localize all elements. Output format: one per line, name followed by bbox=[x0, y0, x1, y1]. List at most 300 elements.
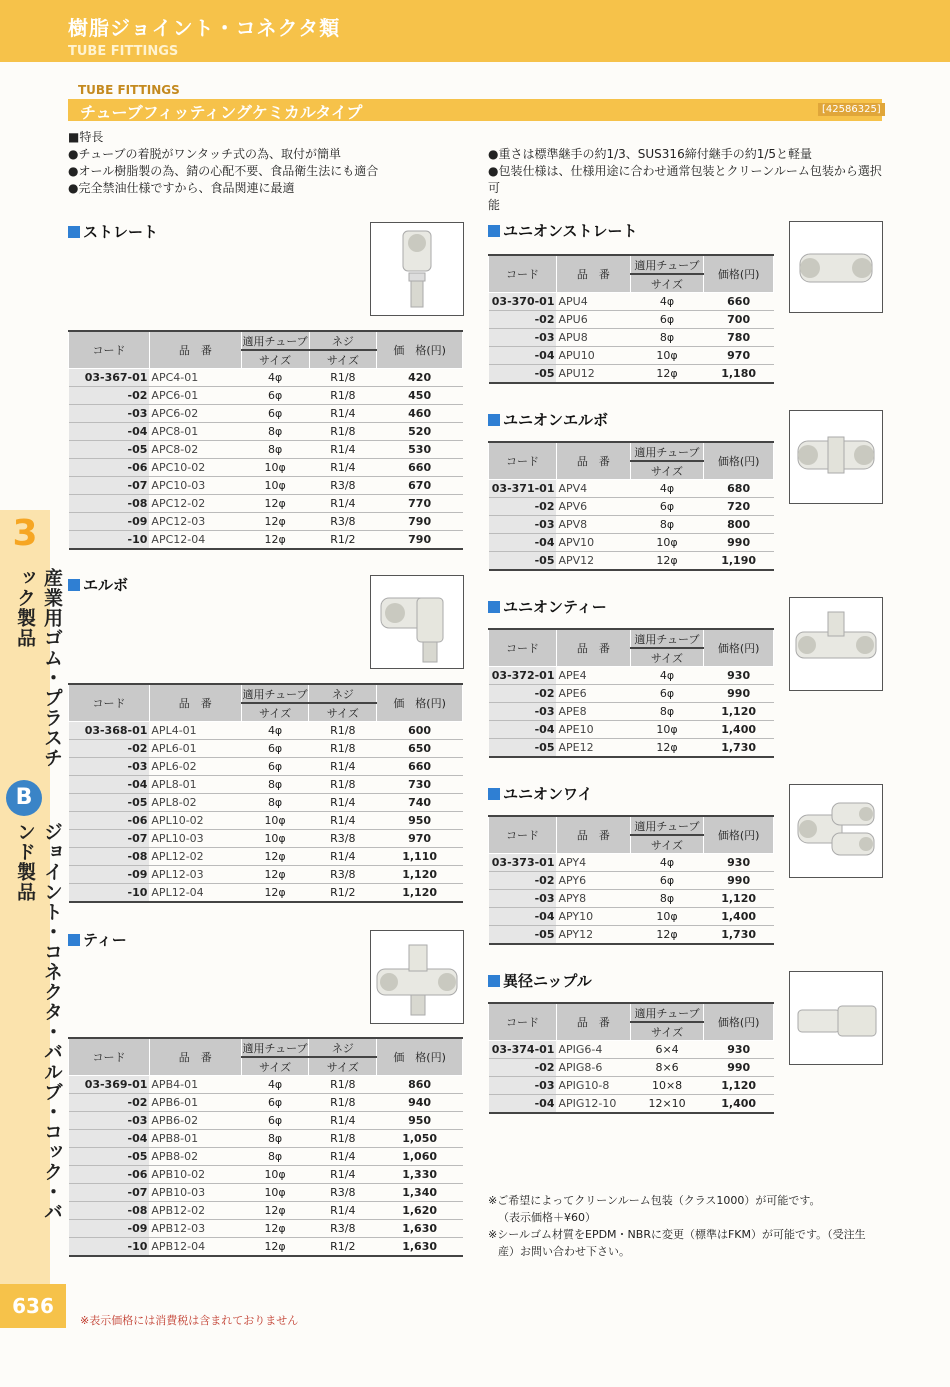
cell-tube: 6φ bbox=[630, 498, 704, 516]
cell-code: -07 bbox=[69, 830, 150, 848]
cell-code: -02 bbox=[489, 311, 557, 329]
cell-part: APIG10-8 bbox=[556, 1077, 630, 1095]
col-tube: 適用チューブ bbox=[630, 255, 704, 274]
cell-tube: 10φ bbox=[630, 721, 704, 739]
cell-part: APE8 bbox=[556, 703, 630, 721]
cell-thread: R1/4 bbox=[309, 812, 377, 830]
col-price: 価 格(円) bbox=[377, 684, 463, 722]
table-row bbox=[69, 740, 463, 758]
cell-price: 930 bbox=[704, 1041, 774, 1059]
cell-code: 03-367-01 bbox=[69, 369, 150, 387]
table-row bbox=[489, 926, 774, 945]
cell-tube: 8φ bbox=[241, 423, 309, 441]
subcategory-badge: B bbox=[6, 780, 42, 816]
cell-part: APE6 bbox=[556, 685, 630, 703]
table-row bbox=[489, 1041, 774, 1059]
cell-tube: 8φ bbox=[630, 890, 704, 908]
table-row bbox=[69, 1202, 463, 1220]
cell-part: APY8 bbox=[556, 890, 630, 908]
cell-tube: 10φ bbox=[241, 1166, 309, 1184]
feature-item: ●包装仕様は、仕様用途に合わせ通常包装とクリーンルーム包装から選択可 bbox=[488, 164, 882, 195]
cell-part: APC8-01 bbox=[149, 423, 241, 441]
cell-tube: 4φ bbox=[241, 369, 309, 387]
cell-code: -02 bbox=[489, 1059, 557, 1077]
cell-tube: 6×4 bbox=[630, 1041, 704, 1059]
table-row bbox=[69, 387, 463, 405]
cell-part: APC10-03 bbox=[149, 477, 241, 495]
cell-thread: R3/8 bbox=[309, 866, 377, 884]
cell-tube: 6φ bbox=[630, 311, 704, 329]
col-tube: 適用チューブ bbox=[241, 1038, 309, 1057]
table-row bbox=[69, 1184, 463, 1202]
col-tube: 適用チューブ bbox=[630, 629, 704, 648]
tax-footnote: ※表示価格には消費税は含まれておりません bbox=[80, 1314, 299, 1327]
table-row bbox=[69, 1076, 463, 1094]
cell-thread: R1/4 bbox=[309, 1202, 377, 1220]
cell-price: 670 bbox=[377, 477, 463, 495]
cell-price: 800 bbox=[704, 516, 774, 534]
cell-tube: 10×8 bbox=[630, 1077, 704, 1095]
table-row bbox=[69, 1094, 463, 1112]
col-thread-size: サイズ bbox=[309, 703, 377, 722]
cell-code: -05 bbox=[69, 441, 150, 459]
col-tube-size: サイズ bbox=[630, 835, 704, 854]
cell-tube: 8φ bbox=[630, 703, 704, 721]
cell-tube: 12φ bbox=[241, 1220, 309, 1238]
table-elbow bbox=[68, 683, 463, 903]
cell-code: -03 bbox=[69, 405, 150, 423]
cell-tube: 8φ bbox=[241, 776, 309, 794]
cell-part: APE12 bbox=[556, 739, 630, 758]
page-number: 636 bbox=[0, 1284, 66, 1328]
cell-part: APB10-02 bbox=[149, 1166, 241, 1184]
cell-price: 1,400 bbox=[704, 721, 774, 739]
cell-tube: 10φ bbox=[241, 830, 309, 848]
cell-price: 1,190 bbox=[704, 552, 774, 571]
cell-thread: R1/8 bbox=[309, 387, 377, 405]
cell-code: -10 bbox=[69, 531, 150, 550]
cell-part: APY4 bbox=[556, 854, 630, 872]
cell-tube: 8φ bbox=[630, 516, 704, 534]
table-row bbox=[69, 812, 463, 830]
cell-part: APU6 bbox=[556, 311, 630, 329]
cell-price: 1,340 bbox=[377, 1184, 463, 1202]
cell-thread: R1/2 bbox=[309, 531, 377, 550]
cell-thread: R1/8 bbox=[309, 1130, 377, 1148]
square-bullet-icon bbox=[488, 414, 500, 426]
col-tube: 適用チューブ bbox=[241, 684, 309, 703]
table-row bbox=[489, 365, 774, 384]
cell-tube: 4φ bbox=[630, 854, 704, 872]
cell-code: -05 bbox=[489, 739, 557, 758]
square-bullet-icon bbox=[488, 225, 500, 237]
straight-fitting-image bbox=[370, 222, 464, 316]
tee-fitting-image bbox=[370, 930, 464, 1024]
table-row bbox=[489, 534, 774, 552]
cell-part: APU10 bbox=[556, 347, 630, 365]
cell-price: 1,400 bbox=[704, 908, 774, 926]
col-part: 品 番 bbox=[556, 629, 630, 667]
cell-price: 990 bbox=[704, 685, 774, 703]
cell-price: 1,050 bbox=[377, 1130, 463, 1148]
cell-price: 1,060 bbox=[377, 1148, 463, 1166]
table-row bbox=[69, 776, 463, 794]
col-tube-size: サイズ bbox=[630, 1022, 704, 1041]
cell-price: 1,120 bbox=[704, 703, 774, 721]
table-row bbox=[69, 1238, 463, 1257]
cell-price: 720 bbox=[704, 498, 774, 516]
table-row bbox=[69, 866, 463, 884]
cell-thread: R1/4 bbox=[309, 405, 377, 423]
cell-price: 600 bbox=[377, 722, 463, 740]
cell-part: APIG12-10 bbox=[556, 1095, 630, 1114]
cell-price: 1,630 bbox=[377, 1238, 463, 1257]
square-bullet-icon bbox=[488, 975, 500, 987]
cell-code: -04 bbox=[489, 721, 557, 739]
cell-code: -07 bbox=[69, 1184, 150, 1202]
cell-tube: 10φ bbox=[630, 908, 704, 926]
table-row bbox=[489, 908, 774, 926]
cell-price: 700 bbox=[704, 311, 774, 329]
col-tube-size: サイズ bbox=[241, 1057, 309, 1076]
cell-part: APV8 bbox=[556, 516, 630, 534]
table-row bbox=[489, 293, 774, 311]
col-tube-size: サイズ bbox=[241, 350, 309, 369]
cell-part: APY10 bbox=[556, 908, 630, 926]
cell-thread: R1/4 bbox=[309, 1148, 377, 1166]
cell-price: 990 bbox=[704, 872, 774, 890]
section-label: TUBE FITTINGS bbox=[78, 83, 180, 97]
cell-price: 680 bbox=[704, 480, 774, 498]
cell-part: APL8-02 bbox=[149, 794, 241, 812]
table-row bbox=[489, 480, 774, 498]
table-row bbox=[489, 329, 774, 347]
col-tube-size: サイズ bbox=[630, 648, 704, 667]
cell-part: APC12-02 bbox=[149, 495, 241, 513]
cell-price: 930 bbox=[704, 667, 774, 685]
col-tube: 適用チューブ bbox=[241, 331, 309, 350]
table-row bbox=[69, 1148, 463, 1166]
cell-price: 660 bbox=[377, 758, 463, 776]
cell-part: APC6-01 bbox=[149, 387, 241, 405]
table-union-elbow bbox=[488, 441, 774, 571]
title-straight: ストレート bbox=[68, 221, 158, 242]
cell-part: APIG8-6 bbox=[556, 1059, 630, 1077]
col-code: コード bbox=[489, 629, 557, 667]
cell-part: APL6-02 bbox=[149, 758, 241, 776]
section-title: チューブフィッティングケミカルタイプ bbox=[80, 103, 363, 122]
cell-code: -04 bbox=[489, 347, 557, 365]
col-tube: 適用チューブ bbox=[630, 442, 704, 461]
cell-price: 930 bbox=[704, 854, 774, 872]
cell-tube: 12φ bbox=[630, 552, 704, 571]
cell-part: APL12-02 bbox=[149, 848, 241, 866]
col-code: コード bbox=[489, 1003, 557, 1041]
cell-part: APC6-02 bbox=[149, 405, 241, 423]
cell-tube: 10φ bbox=[241, 459, 309, 477]
union-straight-image bbox=[789, 221, 883, 313]
union-tee-image bbox=[789, 597, 883, 691]
cell-code: -02 bbox=[489, 872, 557, 890]
square-bullet-icon bbox=[68, 579, 80, 591]
cell-code: -04 bbox=[489, 908, 557, 926]
col-tube: 適用チューブ bbox=[630, 1003, 704, 1022]
cell-part: APL6-01 bbox=[149, 740, 241, 758]
cell-code: 03-368-01 bbox=[69, 722, 150, 740]
cell-part: APY6 bbox=[556, 872, 630, 890]
cell-thread: R1/8 bbox=[309, 369, 377, 387]
cell-part: APC10-02 bbox=[149, 459, 241, 477]
cell-code: -06 bbox=[69, 1166, 150, 1184]
cell-tube: 12φ bbox=[241, 884, 309, 903]
cell-tube: 6φ bbox=[630, 685, 704, 703]
col-price: 価格(円) bbox=[704, 255, 774, 293]
cell-part: APV6 bbox=[556, 498, 630, 516]
cell-tube: 4φ bbox=[241, 1076, 309, 1094]
cell-price: 520 bbox=[377, 423, 463, 441]
table-row bbox=[69, 758, 463, 776]
cell-tube: 4φ bbox=[630, 293, 704, 311]
cell-tube: 6φ bbox=[241, 1094, 309, 1112]
cell-tube: 8φ bbox=[241, 794, 309, 812]
cell-code: 03-374-01 bbox=[489, 1041, 557, 1059]
col-code: コード bbox=[69, 331, 150, 369]
cell-price: 740 bbox=[377, 794, 463, 812]
title-union-elbow: ユニオンエルボ bbox=[488, 409, 608, 430]
cell-code: -08 bbox=[69, 848, 150, 866]
col-thread: ネジ bbox=[309, 1038, 377, 1057]
table-row bbox=[489, 311, 774, 329]
cell-part: APV12 bbox=[556, 552, 630, 571]
cell-code: -05 bbox=[489, 365, 557, 384]
feature-item: 能 bbox=[488, 198, 501, 212]
cell-tube: 10φ bbox=[241, 812, 309, 830]
table-row bbox=[489, 1077, 774, 1095]
cell-tube: 8φ bbox=[630, 329, 704, 347]
cell-thread: R1/4 bbox=[309, 441, 377, 459]
table-row bbox=[69, 794, 463, 812]
title-tee: ティー bbox=[68, 929, 127, 950]
cell-part: APL10-03 bbox=[149, 830, 241, 848]
cell-part: APL10-02 bbox=[149, 812, 241, 830]
cell-thread: R1/8 bbox=[309, 740, 377, 758]
table-row bbox=[489, 703, 774, 721]
square-bullet-icon bbox=[68, 226, 80, 238]
cell-tube: 8φ bbox=[241, 1130, 309, 1148]
cell-thread: R3/8 bbox=[309, 1184, 377, 1202]
cell-thread: R1/4 bbox=[309, 459, 377, 477]
features-right bbox=[488, 146, 888, 214]
cell-part: APC8-02 bbox=[149, 441, 241, 459]
cell-code: -09 bbox=[69, 513, 150, 531]
cell-part: APL8-01 bbox=[149, 776, 241, 794]
cell-tube: 12φ bbox=[241, 531, 309, 550]
table-row bbox=[489, 739, 774, 758]
cell-price: 940 bbox=[377, 1094, 463, 1112]
cell-code: -10 bbox=[69, 884, 150, 903]
col-part: 品 番 bbox=[149, 1038, 241, 1076]
cell-code: -02 bbox=[69, 387, 150, 405]
cell-price: 650 bbox=[377, 740, 463, 758]
cell-thread: R1/4 bbox=[309, 758, 377, 776]
cell-tube: 6φ bbox=[241, 387, 309, 405]
cell-code: -10 bbox=[69, 1238, 150, 1257]
page-subtitle: TUBE FITTINGS bbox=[68, 44, 179, 59]
cell-tube: 6φ bbox=[241, 740, 309, 758]
cell-price: 1,120 bbox=[377, 866, 463, 884]
subcategory-label: ジョイント・コネクタ・バルブ・コック・バンド製品 bbox=[14, 822, 63, 1222]
cell-code: 03-370-01 bbox=[489, 293, 557, 311]
table-row bbox=[69, 423, 463, 441]
feature-item: ●完全禁油仕様ですから、食品関連に最適 bbox=[68, 181, 295, 195]
cell-tube: 12φ bbox=[241, 495, 309, 513]
cell-price: 990 bbox=[704, 534, 774, 552]
cell-price: 530 bbox=[377, 441, 463, 459]
cell-price: 970 bbox=[704, 347, 774, 365]
cell-part: APB10-03 bbox=[149, 1184, 241, 1202]
table-row bbox=[69, 830, 463, 848]
cell-code: -05 bbox=[489, 552, 557, 571]
cell-thread: R3/8 bbox=[309, 513, 377, 531]
col-part: 品 番 bbox=[149, 331, 241, 369]
cell-part: APE10 bbox=[556, 721, 630, 739]
table-tee bbox=[68, 1037, 463, 1257]
title-union-straight: ユニオンストレート bbox=[488, 220, 638, 241]
union-wye-image bbox=[789, 784, 883, 878]
cell-thread: R1/2 bbox=[309, 884, 377, 903]
cell-price: 790 bbox=[377, 531, 463, 550]
table-row bbox=[69, 848, 463, 866]
col-part: 品 番 bbox=[556, 442, 630, 480]
col-part: 品 番 bbox=[149, 684, 241, 722]
cell-thread: R1/2 bbox=[309, 1238, 377, 1257]
cell-part: APB8-02 bbox=[149, 1148, 241, 1166]
cell-code: -09 bbox=[69, 866, 150, 884]
cell-code: -08 bbox=[69, 1202, 150, 1220]
cell-tube: 6φ bbox=[630, 872, 704, 890]
cell-part: APU4 bbox=[556, 293, 630, 311]
cell-price: 1,330 bbox=[377, 1166, 463, 1184]
col-code: コード bbox=[489, 442, 557, 480]
table-row bbox=[489, 667, 774, 685]
cell-tube: 12φ bbox=[241, 1202, 309, 1220]
cell-code: -03 bbox=[489, 329, 557, 347]
table-row bbox=[489, 872, 774, 890]
note-line: ※ご希望によってクリーンルーム包装（クラス1000）が可能です。 bbox=[488, 1194, 821, 1207]
table-row bbox=[69, 369, 463, 387]
table-row bbox=[489, 498, 774, 516]
cell-code: -04 bbox=[69, 776, 150, 794]
cell-code: -04 bbox=[489, 1095, 557, 1114]
cell-code: 03-369-01 bbox=[69, 1076, 150, 1094]
col-code: コード bbox=[69, 684, 150, 722]
cell-code: -02 bbox=[489, 685, 557, 703]
col-thread: ネジ bbox=[309, 684, 377, 703]
cell-price: 660 bbox=[377, 459, 463, 477]
cell-part: APB6-01 bbox=[149, 1094, 241, 1112]
table-row bbox=[69, 1112, 463, 1130]
cell-price: 460 bbox=[377, 405, 463, 423]
table-union-tee bbox=[488, 628, 774, 758]
cell-part: APL12-03 bbox=[149, 866, 241, 884]
table-row bbox=[69, 531, 463, 550]
col-code: コード bbox=[489, 816, 557, 854]
cell-tube: 12φ bbox=[630, 365, 704, 384]
cell-code: -02 bbox=[489, 498, 557, 516]
cell-code: -04 bbox=[69, 1130, 150, 1148]
cell-code: -03 bbox=[489, 890, 557, 908]
cell-thread: R3/8 bbox=[309, 1220, 377, 1238]
cell-code: -05 bbox=[69, 1148, 150, 1166]
col-tube-size: サイズ bbox=[241, 703, 309, 722]
cell-code: -06 bbox=[69, 459, 150, 477]
table-row bbox=[69, 1130, 463, 1148]
cell-tube: 12φ bbox=[241, 866, 309, 884]
page-title: 樹脂ジョイント・コネクタ類 bbox=[68, 16, 341, 40]
col-price: 価格(円) bbox=[704, 1003, 774, 1041]
cell-part: APL12-04 bbox=[149, 884, 241, 903]
cell-code: 03-372-01 bbox=[489, 667, 557, 685]
table-row bbox=[69, 1166, 463, 1184]
table-row bbox=[489, 854, 774, 872]
elbow-fitting-image bbox=[370, 575, 464, 669]
cell-price: 990 bbox=[704, 1059, 774, 1077]
cell-tube: 10φ bbox=[241, 477, 309, 495]
table-row bbox=[69, 495, 463, 513]
cell-price: 1,120 bbox=[704, 1077, 774, 1095]
cell-code: -02 bbox=[69, 1094, 150, 1112]
cell-part: APB4-01 bbox=[149, 1076, 241, 1094]
cell-part: APB8-01 bbox=[149, 1130, 241, 1148]
cell-thread: R1/4 bbox=[309, 495, 377, 513]
cell-price: 950 bbox=[377, 812, 463, 830]
table-row bbox=[69, 513, 463, 531]
title-union-tee: ユニオンティー bbox=[488, 596, 607, 617]
col-part: 品 番 bbox=[556, 816, 630, 854]
cell-tube: 4φ bbox=[630, 480, 704, 498]
cell-price: 950 bbox=[377, 1112, 463, 1130]
cell-part: APE4 bbox=[556, 667, 630, 685]
cell-tube: 12φ bbox=[630, 739, 704, 758]
cell-price: 730 bbox=[377, 776, 463, 794]
cell-code: -03 bbox=[489, 516, 557, 534]
cell-price: 770 bbox=[377, 495, 463, 513]
cell-price: 1,110 bbox=[377, 848, 463, 866]
table-straight bbox=[68, 330, 463, 550]
cell-part: APC12-04 bbox=[149, 531, 241, 550]
category-label: 産業用ゴム・プラスチック製品 bbox=[14, 568, 63, 768]
cell-tube: 12φ bbox=[241, 1238, 309, 1257]
note-line: ※シールゴム材質をEPDM・NBRに変更（標準はFKM）が可能です。（受注生 bbox=[488, 1228, 866, 1241]
note-line: 産）お問い合わせ下さい。 bbox=[498, 1245, 630, 1258]
cell-code: -03 bbox=[489, 1077, 557, 1095]
col-tube-size: サイズ bbox=[630, 461, 704, 480]
col-tube-size: サイズ bbox=[630, 274, 704, 293]
cell-code: -05 bbox=[489, 926, 557, 945]
col-price: 価 格(円) bbox=[377, 1038, 463, 1076]
cell-price: 450 bbox=[377, 387, 463, 405]
cell-part: APL4-01 bbox=[149, 722, 241, 740]
cell-code: -03 bbox=[489, 703, 557, 721]
table-row bbox=[69, 477, 463, 495]
col-thread-size: サイズ bbox=[309, 350, 377, 369]
table-row bbox=[69, 1220, 463, 1238]
cell-code: -04 bbox=[69, 423, 150, 441]
square-bullet-icon bbox=[488, 601, 500, 613]
cell-price: 970 bbox=[377, 830, 463, 848]
cell-price: 1,120 bbox=[377, 884, 463, 903]
cell-thread: R1/4 bbox=[309, 1112, 377, 1130]
